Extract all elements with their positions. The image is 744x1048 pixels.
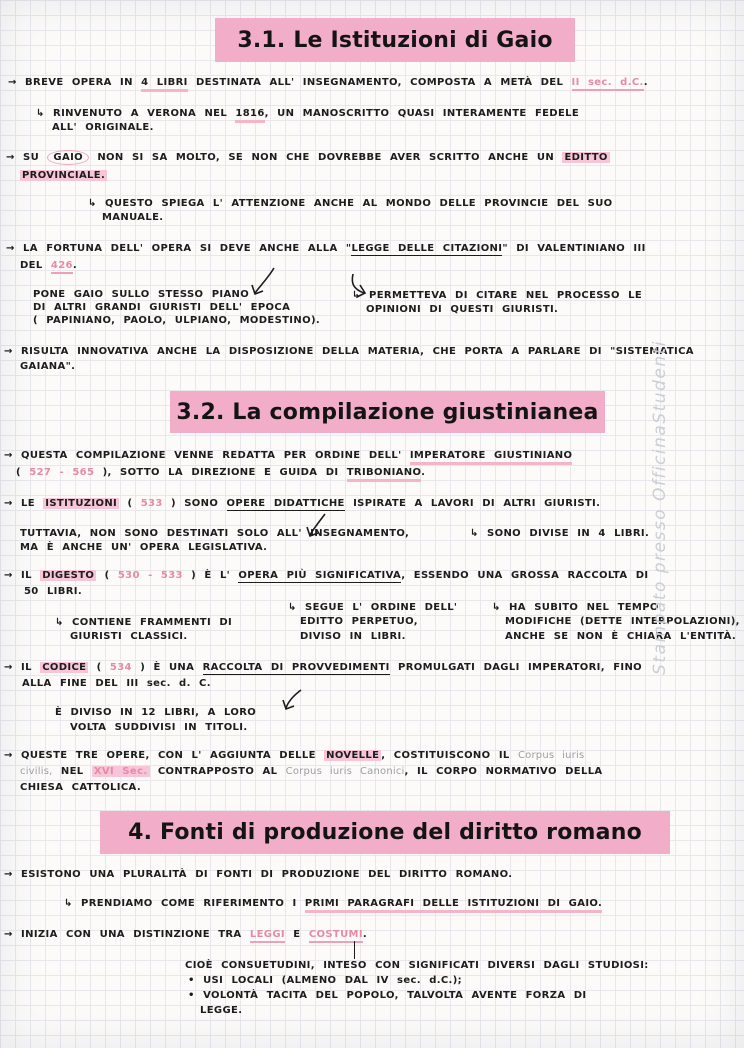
- latin-run: Corpus iuris: [517, 750, 585, 761]
- latin-run: civilis,: [20, 766, 53, 777]
- note-line: ↳ SEGUE L' ORDINE DELL': [288, 602, 458, 613]
- pink-run: COSTUMI: [309, 929, 363, 943]
- curved-arrow-icon: [282, 688, 304, 712]
- note-line: CIOÈ CONSUETUDINI, INTESO CON SIGNIFICATI DIVERSI DAGLI STUDIOSI:: [185, 960, 649, 971]
- note-line: [16, 467, 425, 479]
- note-line: 50 LIBRI.: [24, 586, 82, 597]
- highlight-run: 1816: [235, 108, 264, 123]
- text-run: NEL: [52, 766, 92, 777]
- note-line: [6, 152, 610, 164]
- note-line: [4, 570, 648, 582]
- text-run: → SU: [6, 152, 48, 163]
- note-line: [4, 662, 642, 674]
- note-line: ALLA FINE DEL III sec. d. C.: [22, 678, 211, 689]
- text-run: , IL CORPO NORMATIVO DELLA: [404, 766, 603, 777]
- highlight-run: CODICE: [42, 662, 87, 673]
- text-run: (: [88, 662, 110, 673]
- note-line: [6, 243, 646, 255]
- note-line: [4, 498, 600, 510]
- note-line: ↳ PERMETTEVA DI CITARE NEL PROCESSO LE: [352, 290, 643, 301]
- text-run: DESTINATA ALL' INSEGNAMENTO, COMPOSTA A METÀ DEL: [187, 77, 572, 88]
- text-run: DEL: [20, 260, 51, 271]
- text-run: ↳ PRENDIAMO COME RIFERIMENTO I: [64, 898, 305, 909]
- note-line: [20, 260, 77, 272]
- pink-run: 530 - 533: [117, 570, 183, 581]
- note-line: [8, 77, 648, 89]
- underlined-run: OPERA PIÙ SIGNIFICATIVA: [238, 570, 402, 581]
- highlight-run: NOVELLE: [326, 750, 380, 761]
- text-run: " DI VALENTINIANO III: [502, 243, 646, 254]
- text-run: (: [96, 570, 118, 581]
- pink-run: 534: [109, 662, 132, 673]
- text-run: ) SONO: [162, 498, 227, 509]
- text-run: NON SI SA MOLTO, SE NON CHE DOVREBBE AVER SCRITTO ANCHE UN: [89, 152, 563, 163]
- text-run: ) È UNA: [131, 662, 203, 673]
- text-run: ↳ RINVENUTO A VERONA NEL: [36, 108, 236, 119]
- pink-run: II sec. d.C.: [572, 77, 644, 91]
- note-line: MANUALE.: [102, 212, 164, 223]
- note-line: [20, 170, 107, 182]
- connector-line: [354, 941, 355, 959]
- note-line: TUTTAVIA, NON SONO DESTINATI SOLO ALL' INSEGNAMENTO,: [20, 528, 410, 539]
- circled-run: GAIO: [47, 150, 89, 165]
- underlined-run: LEGGE DELLE CITAZIONI: [351, 243, 503, 254]
- highlight-run: ISTITUZIONI: [45, 498, 118, 509]
- text-run: → QUESTA COMPILAZIONE VENNE REDATTA PER ORDINE DELL': [4, 450, 410, 461]
- note-line: È DIVISO IN 12 LIBRI, A LORO: [55, 707, 257, 718]
- note-line: [4, 750, 584, 762]
- text-run: .: [362, 929, 368, 940]
- note-line: GIURISTI CLASSICI.: [70, 631, 188, 642]
- note-line: → RISULTA INNOVATIVA ANCHE LA DISPOSIZIONE DELLA MATERIA, CHE PORTA A PARLARE DI "SISTEMATICA: [4, 346, 694, 357]
- text-run: , COSTITUISCONO IL: [381, 750, 518, 761]
- highlight-run: IMPERATORE GIUSTINIANO: [410, 450, 573, 465]
- highlight-run: TRIBONIANO: [347, 467, 421, 482]
- underlined-run: OPERE DIDATTICHE: [226, 498, 345, 509]
- section-title-4: [100, 811, 670, 854]
- section-title-text: 3.1. Le Istituzioni di Gaio: [237, 27, 553, 53]
- latin-run: Corpus iuris Canonici: [285, 766, 405, 777]
- text-run: ), SOTTO LA DIREZIONE E GUIDA DI: [94, 467, 347, 478]
- pink-run: 426: [51, 260, 73, 274]
- note-line: ANCHE SE NON È CHIARA L'ENTITÀ.: [505, 631, 737, 642]
- note-line: CHIESA CATTOLICA.: [20, 782, 141, 793]
- text-run: → QUESTE TRE OPERE, CON L' AGGIUNTA DELLE: [4, 750, 325, 761]
- pink-run: LEGGI: [250, 929, 285, 943]
- section-title-text: 3.2. La compilazione giustinianea: [176, 399, 599, 425]
- note-line: [4, 929, 367, 941]
- highlight-run: XVI Sec.: [93, 766, 148, 777]
- text-run: (: [16, 467, 30, 478]
- note-line: • USI LOCALI (ALMENO DAL IV sec. d.C.);: [188, 975, 462, 986]
- note-line: OPINIONI DI QUESTI GIURISTI.: [366, 304, 559, 315]
- highlight-run: EDITTO: [564, 152, 608, 163]
- note-line: ( PAPINIANO, PAOLO, ULPIANO, MODESTINO).: [33, 315, 321, 326]
- note-line: MA È ANCHE UN' OPERA LEGISLATIVA.: [20, 542, 268, 553]
- curved-arrow-icon: [250, 266, 276, 296]
- note-line: [64, 898, 602, 910]
- note-line: MODIFICHE (DETTE INTERPOLAZIONI),: [505, 616, 740, 627]
- note-line: PONE GAIO SULLO STESSO PIANO: [33, 289, 250, 300]
- watermark: Stampato presso OfficinaStudenti: [650, 340, 670, 675]
- note-line: [36, 108, 579, 120]
- note-line: DIVISO IN LIBRI.: [300, 631, 406, 642]
- text-run: → IL: [4, 662, 41, 673]
- highlight-run: 4 LIBRI: [141, 77, 188, 92]
- text-run: E: [284, 929, 309, 940]
- note-line: • VOLONTÀ TACITA DEL POPOLO, TALVOLTA AVENTE FORZA DI: [188, 990, 587, 1001]
- note-line: [4, 450, 572, 462]
- section-title-3-2: [170, 391, 605, 433]
- note-line: EDITTO PERPETUO,: [300, 616, 418, 627]
- text-run: , UN MANOSCRITTO QUASI INTERAMENTE FEDELE: [264, 108, 580, 119]
- text-run: (: [119, 498, 141, 509]
- text-run: , ESSENDO UNA GROSSA RACCOLTA DI: [401, 570, 649, 581]
- note-line: ↳ SONO DIVISE IN 4 LIBRI.: [470, 528, 650, 539]
- text-run: .: [643, 77, 648, 88]
- text-run: .: [72, 260, 77, 271]
- text-run: → IL: [4, 570, 41, 581]
- note-line: DI ALTRI GRANDI GIURISTI DELL' EPOCA: [33, 302, 291, 313]
- text-run: → INIZIA CON UNA DISTINZIONE TRA: [4, 929, 250, 940]
- note-line: ↳ HA SUBITO NEL TEMPO: [492, 602, 659, 613]
- section-title-text: 4. Fonti di produzione del diritto romano: [128, 820, 642, 845]
- note-line: VOLTA SUDDIVISI IN TITOLI.: [70, 722, 248, 733]
- text-run: → BREVE OPERA IN: [8, 77, 142, 88]
- highlight-run: PRIMI PARAGRAFI DELLE ISTITUZIONI DI GAIO.: [305, 898, 602, 913]
- pink-run: 533: [140, 498, 163, 509]
- underlined-run: RACCOLTA DI PROVVEDIMENTI: [202, 662, 390, 673]
- highlight-run: DIGESTO: [42, 570, 95, 581]
- note-line: ↳ QUESTO SPIEGA L' ATTENZIONE ANCHE AL MONDO DELLE PROVINCIE DEL SUO: [88, 198, 613, 209]
- text-run: ) È L': [182, 570, 239, 581]
- text-run: CONTRAPPOSTO AL: [149, 766, 286, 777]
- note-line: ↳ CONTIENE FRAMMENTI DI: [55, 617, 233, 628]
- section-title-3-1: [215, 18, 575, 62]
- highlight-run: PROVINCIALE.: [22, 170, 106, 181]
- note-line: [20, 766, 603, 778]
- text-run: ISPIRATE A LAVORI DI ALTRI GIURISTI.: [344, 498, 601, 509]
- note-line: LEGGE.: [200, 1005, 243, 1016]
- note-line: ALL' ORIGINALE.: [52, 122, 154, 133]
- pink-run: 527 - 565: [29, 467, 95, 478]
- text-run: .: [421, 467, 426, 478]
- text-run: PROMULGATI DAGLI IMPERATORI, FINO: [389, 662, 643, 673]
- note-line: → ESISTONO UNA PLURALITÀ DI FONTI DI PRODUZIONE DEL DIRITTO ROMANO.: [4, 869, 513, 880]
- text-run: → LA FORTUNA DELL' OPERA SI DEVE ANCHE ALLA ": [6, 243, 352, 254]
- note-line: GAIANA".: [20, 361, 76, 372]
- text-run: → LE: [4, 498, 44, 509]
